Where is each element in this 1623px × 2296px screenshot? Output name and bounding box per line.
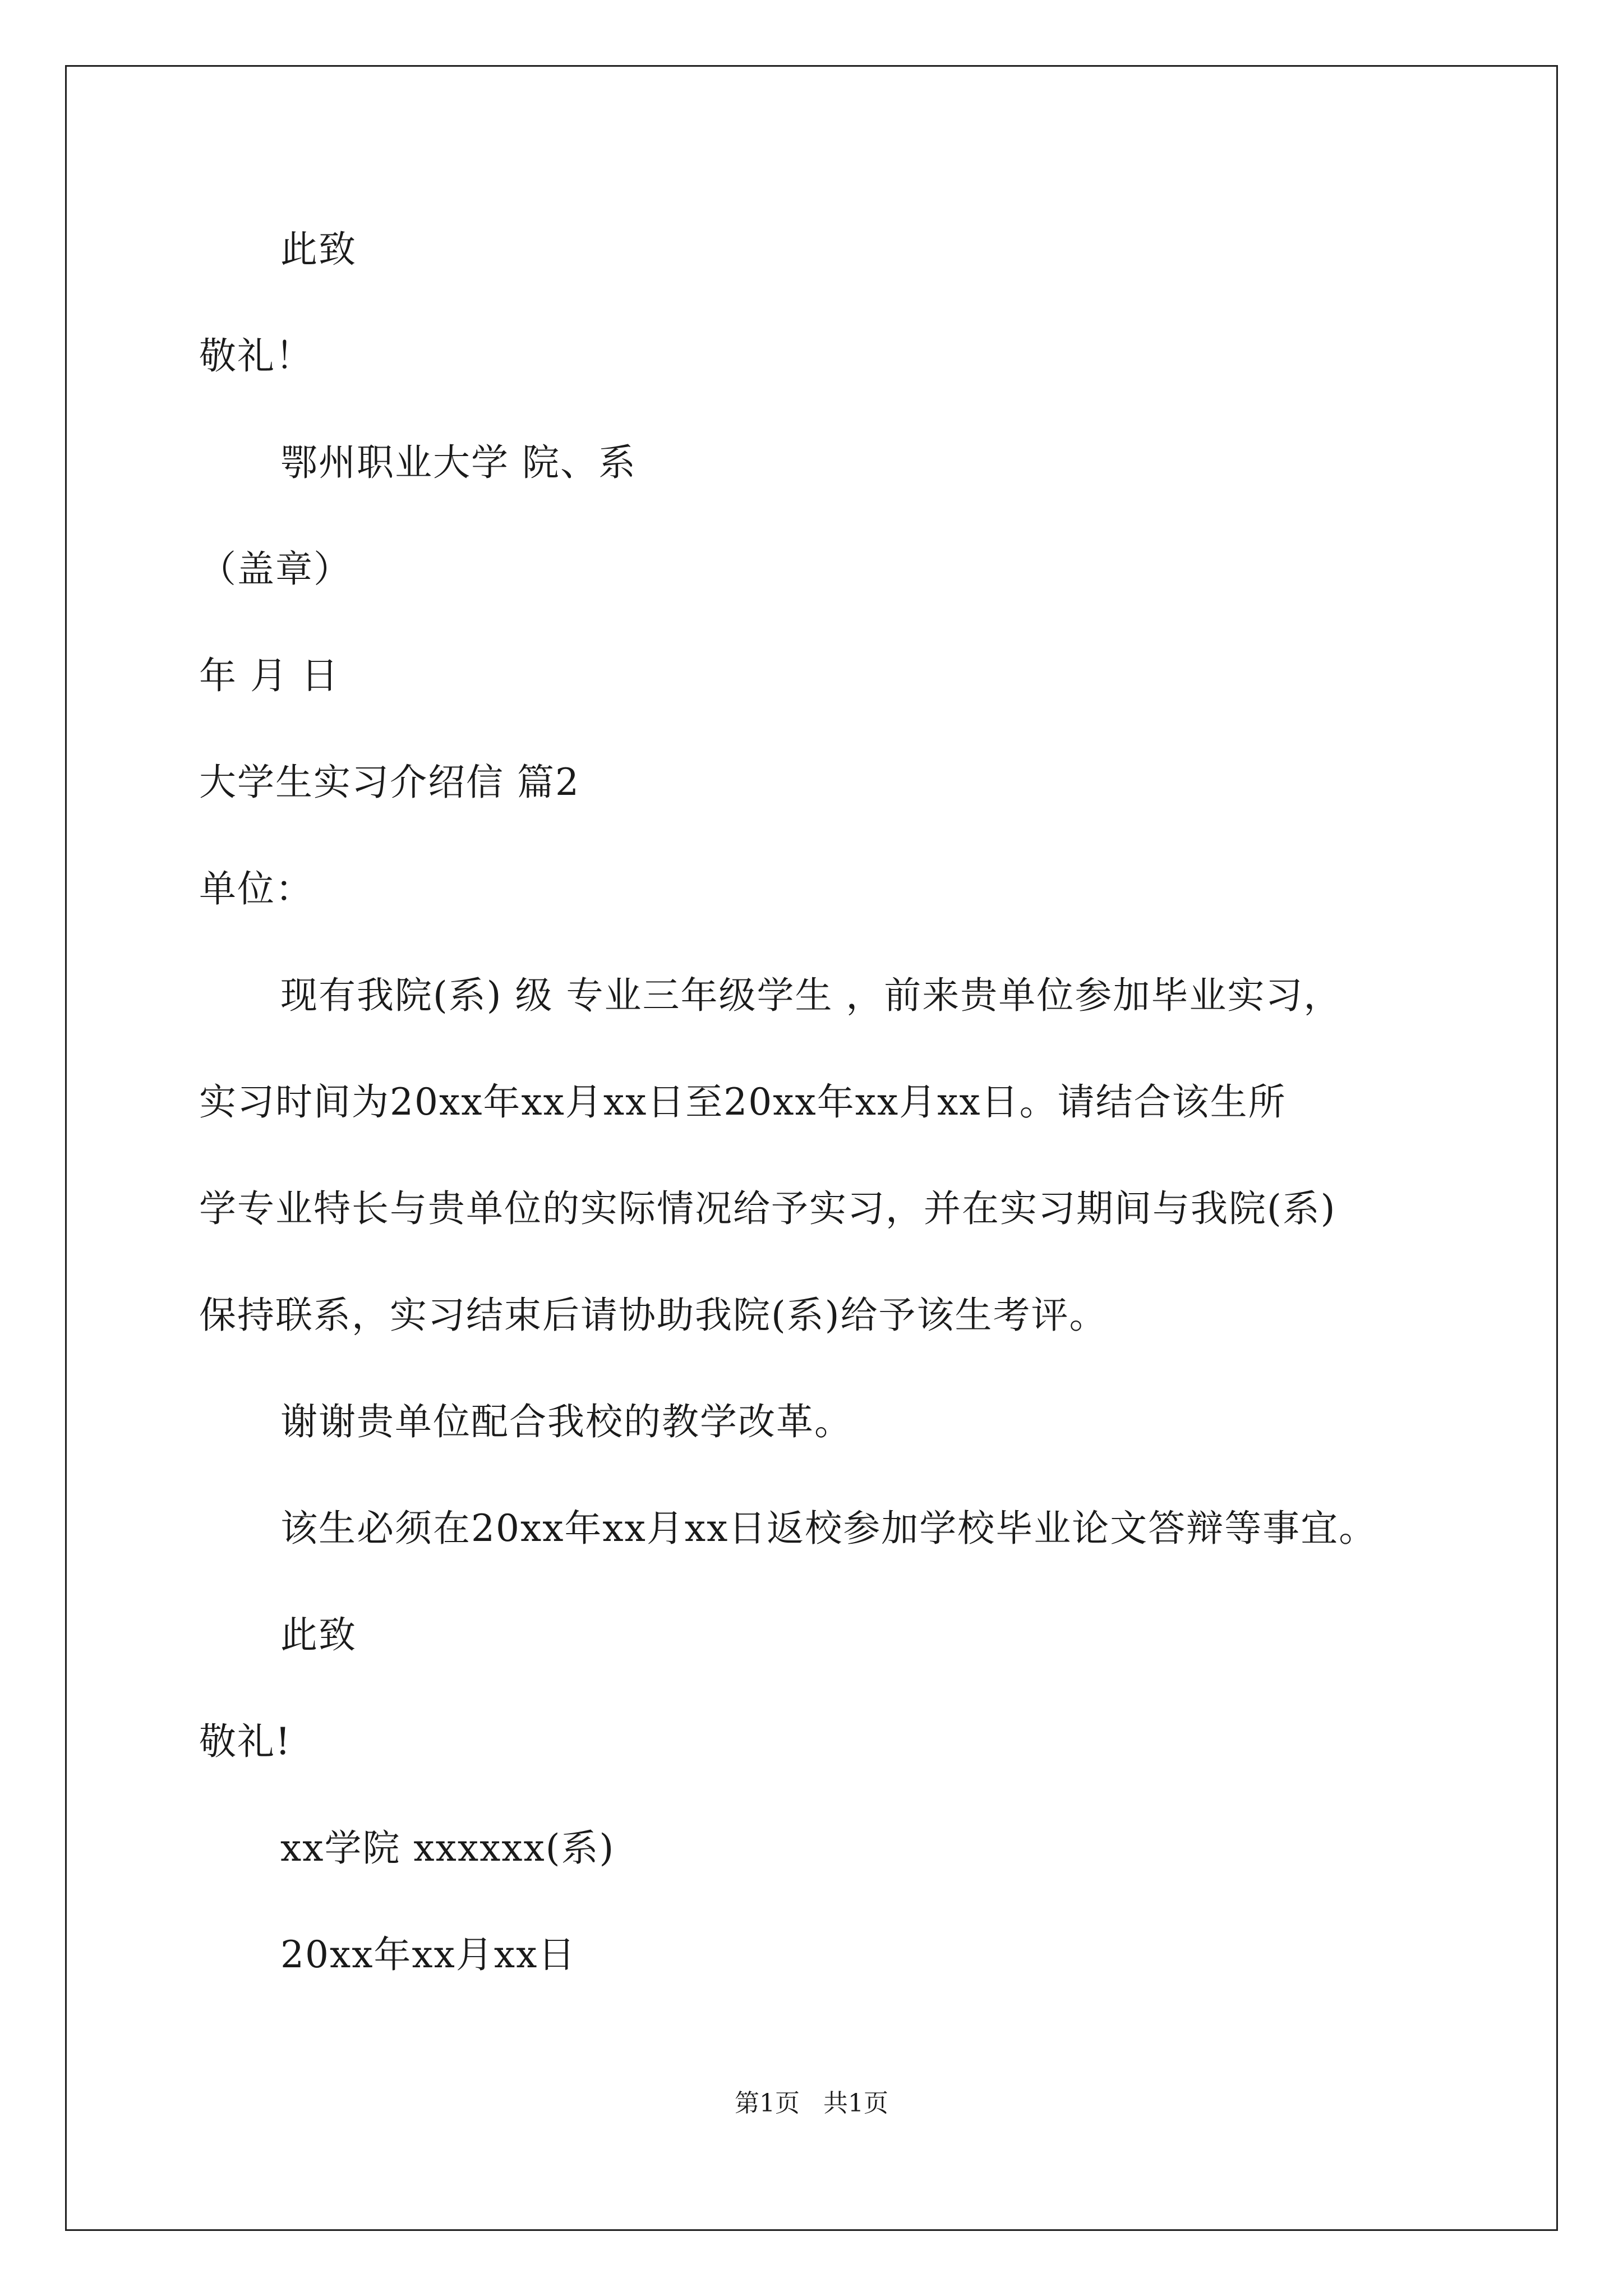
page-footer: 第1页 共1页 [735, 2089, 888, 2118]
body-paragraph-line-1: 现有我院(系) 级 专业三年级学生 ，前来贵单位参加毕业实习， [280, 974, 1342, 1017]
salutation-line: 此致 [280, 228, 357, 271]
body-paragraph-line-3: 学专业特长与贵单位的实际情况给予实习，并在实习期间与我院(系) [199, 1187, 1336, 1230]
signature-date-line: 20xx年xx月xx日 [280, 1933, 577, 1976]
regards-line: 敬礼！ [199, 334, 313, 378]
regards-line-2: 敬礼! [199, 1720, 292, 1763]
salutation-line-2: 此致 [280, 1613, 357, 1657]
date-placeholder-line: 年 月 日 [199, 654, 339, 697]
page-border [65, 65, 1558, 2231]
thanks-line: 谢谢贵单位配合我校的教学改革。 [280, 1400, 852, 1443]
signature-school-line: xx学院 xxxxxx(系) [280, 1826, 615, 1870]
body-paragraph-line-4: 保持联系，实习结束后请协助我院(系)给予该生考评。 [199, 1294, 1108, 1337]
body-paragraph-line-2: 实习时间为20xx年xx月xx日至20xx年xx月xx日。请结合该生所 [199, 1080, 1287, 1124]
section-title: 大学生实习介绍信 篇2 [199, 761, 580, 804]
return-notice-line: 该生必须在20xx年xx月xx日返校参加学校毕业论文答辩等事宜。 [280, 1507, 1377, 1550]
school-department-line: 鄂州职业大学 院、系 [280, 441, 637, 484]
seal-line: （盖章） [199, 547, 352, 591]
addressee-line: 单位： [199, 867, 313, 910]
